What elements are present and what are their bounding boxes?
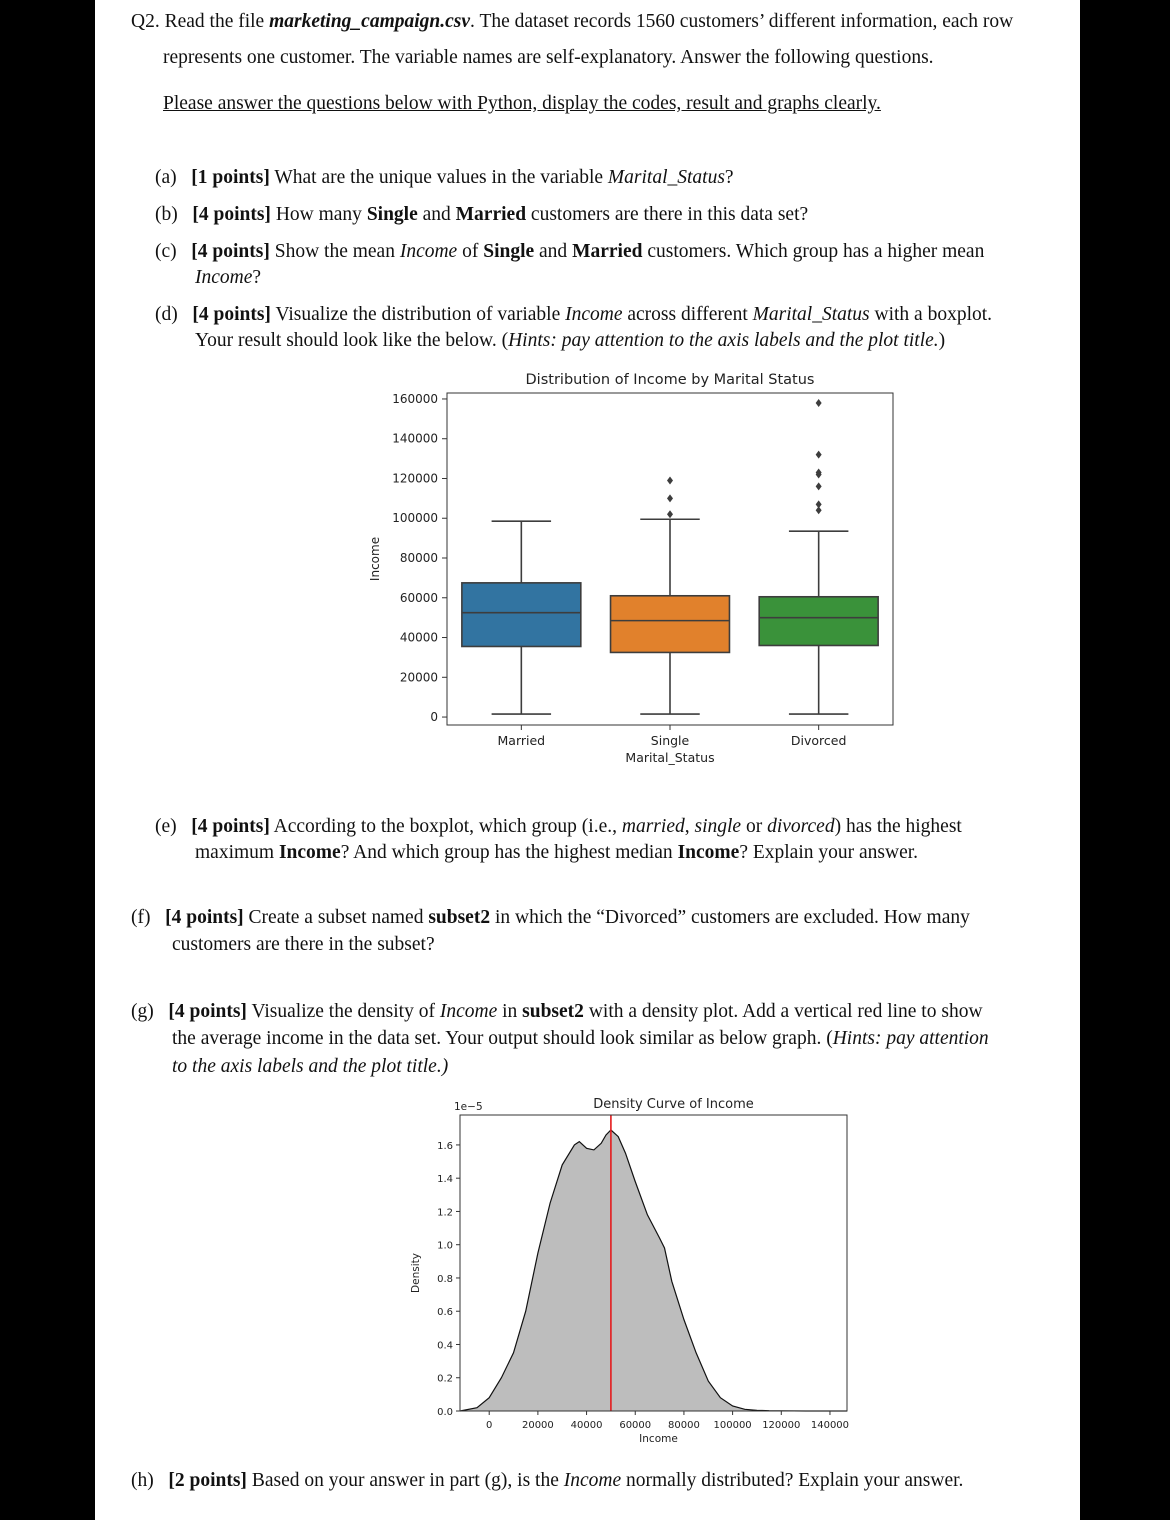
x-tick-label: Married xyxy=(497,733,546,748)
question-e-line2: maximum Income? And which group has the highest median Income? Explain your answer. xyxy=(195,842,919,863)
question-f: (f) [4 points] Create a subset named subset2 in which the “Divorced” customers are excluded. How many xyxy=(131,907,970,928)
question-g-line3: to the axis labels and the plot title.) xyxy=(172,1056,449,1077)
question-g-line2: the average income in the data set. Your output should look similar as below graph. (Hints: pay attention xyxy=(172,1028,989,1049)
y-tick-label: 0.8 xyxy=(437,1273,453,1285)
y-tick-label: 20000 xyxy=(399,670,438,685)
y-tick-label: 160000 xyxy=(392,391,438,406)
y-tick-label: 0.2 xyxy=(437,1373,453,1385)
y-tick-label: 60000 xyxy=(399,590,438,605)
question-e: (e) [4 points] According to the boxplot, which group (i.e., married, single or divorced) has the highest xyxy=(155,816,962,837)
x-axis-label: Income xyxy=(639,1433,678,1445)
question-c: (c) [4 points] Show the mean Income of Single and Married customers. Which group has a higher mean xyxy=(155,241,985,262)
y-axis-label: Density xyxy=(410,1253,422,1293)
offset-label: 1e−5 xyxy=(454,1101,483,1113)
question-d-line2: Your result should look like the below. (Hints: pay attention to the axis labels and the plot title.) xyxy=(195,330,946,351)
outlier-point xyxy=(667,476,673,484)
x-tick-label: 20000 xyxy=(521,1420,554,1431)
y-tick-label: 120000 xyxy=(392,471,438,486)
y-tick-label: 0 xyxy=(430,710,438,725)
y-tick-label: 1.4 xyxy=(437,1174,453,1186)
question-d: (d) [4 points] Visualize the distribution of variable Income across different Marital_Status with a boxplot. xyxy=(155,304,993,325)
x-tick-label: Single xyxy=(650,733,690,748)
boxplot-chart xyxy=(95,360,1080,780)
document-sheet xyxy=(95,0,1080,1520)
x-tick-label: 140000 xyxy=(810,1420,850,1431)
x-tick-label: 60000 xyxy=(619,1420,652,1431)
box-divorced xyxy=(759,597,878,646)
y-tick-label: 1.2 xyxy=(437,1207,453,1219)
x-tick-label: 0 xyxy=(486,1420,493,1431)
y-tick-label: 0.0 xyxy=(437,1407,453,1418)
x-tick-label: 100000 xyxy=(713,1420,752,1431)
x-tick-label: 80000 xyxy=(668,1420,700,1431)
y-tick-label: 100000 xyxy=(392,511,438,526)
outlier-point xyxy=(816,451,822,459)
question-a: (a) [1 points] What are the unique values in the variable Marital_Status? xyxy=(155,167,734,188)
density-chart xyxy=(95,1090,1080,1460)
instruction-text: Please answer the questions below with Python, display the codes, result and graphs clearly. xyxy=(163,93,881,114)
question-f-line2: customers are there in the subset? xyxy=(172,934,435,955)
file-name: marketing_campaign.csv xyxy=(269,11,471,32)
box-single xyxy=(611,596,730,653)
q2-intro-line1: Q2. Read the file marketing_campaign.csv. The dataset records 1560 customers’ different information, each row xyxy=(131,11,1014,32)
q2-intro-line2: represents one customer. The variable names are self-explanatory. Answer the following questions. xyxy=(163,47,934,68)
x-axis-label: Marital_Status xyxy=(625,750,715,765)
outlier-point xyxy=(667,494,673,502)
y-tick-label: 40000 xyxy=(399,630,438,645)
y-tick-label: 1.0 xyxy=(437,1240,453,1252)
y-tick-label: 1.6 xyxy=(437,1140,453,1152)
x-tick-label: Divorced xyxy=(790,733,847,748)
outlier-point xyxy=(667,510,673,518)
y-tick-label: 80000 xyxy=(399,551,438,566)
y-tick-label: 0.4 xyxy=(437,1340,453,1352)
y-axis-label: Income xyxy=(368,536,382,582)
x-tick-label: 40000 xyxy=(570,1420,603,1431)
x-tick-label: 120000 xyxy=(762,1420,801,1431)
question-h: (h) [2 points] Based on your answer in part (g), is the Income normally distributed? Explain your answer. xyxy=(131,1470,964,1491)
question-c-line2: Income? xyxy=(195,267,262,288)
chart-title: Density Curve of Income xyxy=(593,1097,754,1112)
question-g: (g) [4 points] Visualize the density of Income in subset2 with a density plot. Add a vertical red line to show xyxy=(131,1001,983,1022)
y-tick-label: 0.6 xyxy=(437,1307,453,1319)
outlier-point xyxy=(816,500,822,508)
y-tick-label: 140000 xyxy=(392,431,438,446)
box-married xyxy=(462,583,581,647)
outlier-point xyxy=(816,482,822,490)
outlier-point xyxy=(816,399,822,407)
density-area xyxy=(460,1130,847,1411)
chart-title: Distribution of Income by Marital Status xyxy=(525,372,815,388)
question-b: (b) [4 points] How many Single and Married customers are there in this data set? xyxy=(155,204,809,225)
